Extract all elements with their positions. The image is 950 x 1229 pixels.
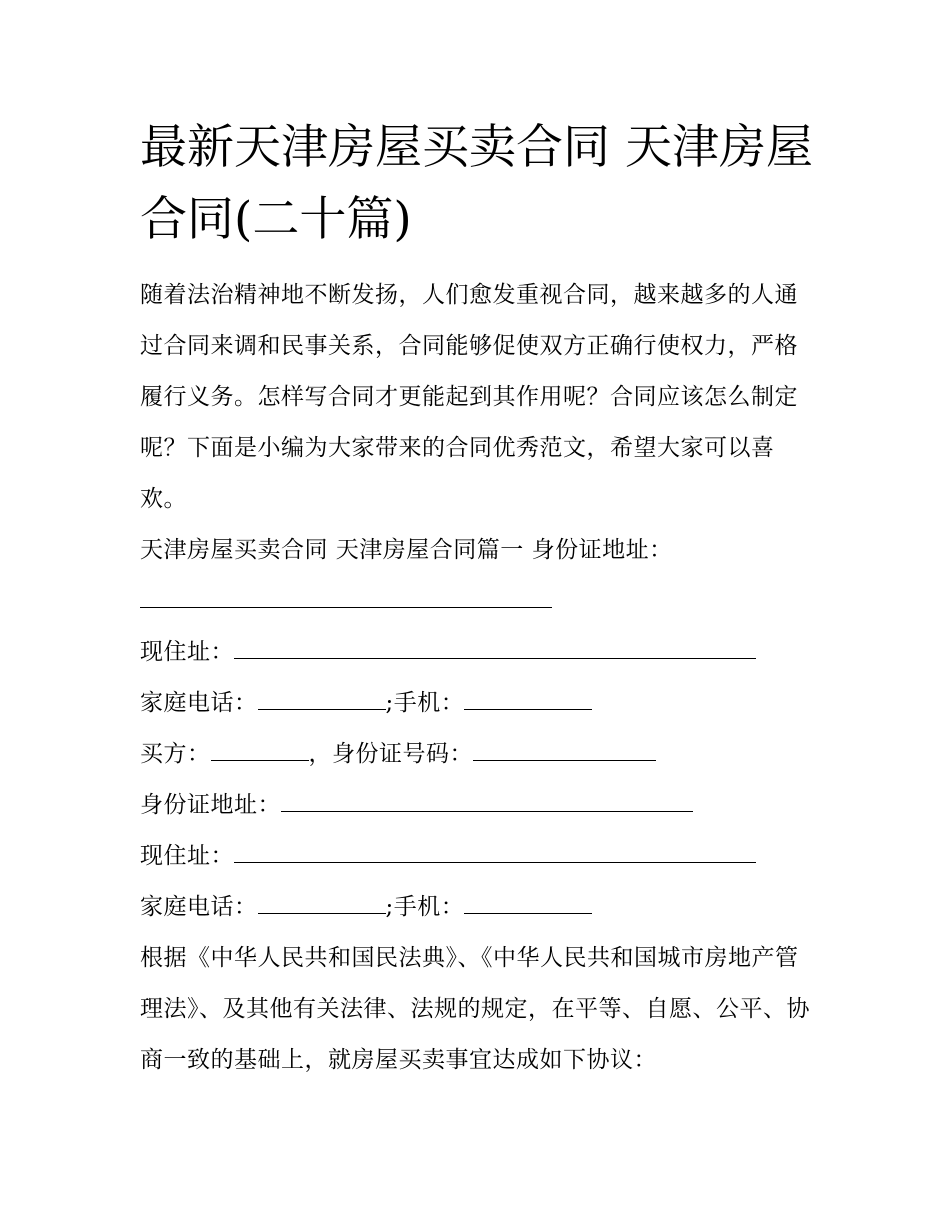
- buyer-name-blank[interactable]: [211, 742, 309, 761]
- seller-mobile-blank[interactable]: [464, 691, 592, 710]
- section-heading-text: 天津房屋买卖合同 天津房屋合同篇一 身份证地址：: [140, 537, 673, 563]
- buyer-current-address-blank[interactable]: [234, 844, 756, 863]
- mobile-label: ;手机：: [385, 690, 465, 716]
- section-heading: [140, 525, 820, 576]
- buyer-current-address-row: [140, 831, 820, 882]
- buyer-id-number-blank[interactable]: [473, 742, 656, 761]
- id-address-blank-row: [140, 576, 820, 627]
- id-number-label: ，身份证号码：: [308, 741, 473, 767]
- id-address-label: 身份证地址：: [140, 792, 281, 818]
- current-address-label: 现住址：: [140, 639, 234, 665]
- home-phone-label: 家庭电话：: [140, 690, 258, 716]
- seller-current-address-row: [140, 627, 820, 678]
- agreement-paragraph: 根据《中华人民共和国民法典》、《中华人民共和国城市房地产管理法》、及其他有关法律、法规的规定，在平等、自愿、公平、协商一致的基础上，就房屋买卖事宜达成如下协议：: [140, 945, 810, 1073]
- mobile-label: ;手机：: [385, 894, 465, 920]
- seller-home-phone-blank[interactable]: [258, 691, 386, 710]
- document-title: 最新天津房屋买卖合同 天津房屋合同(二十篇): [140, 120, 813, 247]
- seller-current-address-blank[interactable]: [234, 640, 756, 659]
- document-page: [140, 112, 820, 1086]
- home-phone-label: 家庭电话：: [140, 894, 258, 920]
- buyer-id-address-row: [140, 780, 820, 831]
- seller-phone-row: [140, 678, 820, 729]
- buyer-home-phone-blank[interactable]: [258, 895, 386, 914]
- current-address-label: 现住址：: [140, 843, 234, 869]
- intro-paragraph: 随着法治精神地不断发扬，人们愈发重视合同，越来越多的人通过合同来调和民事关系，合同能够促使双方正确行使权力，严格履行义务。怎样写合同才更能起到其作用呢？合同应该怎么制定呢？下面是小编为大家带来的合同优秀范文，希望大家可以喜欢。: [140, 282, 798, 512]
- buyer-id-address-blank[interactable]: [281, 793, 693, 812]
- buyer-phone-row: [140, 882, 820, 933]
- buyer-label: 买方：: [140, 741, 211, 767]
- buyer-mobile-blank[interactable]: [464, 895, 592, 914]
- seller-id-address-blank[interactable]: [140, 589, 552, 608]
- buyer-row: [140, 729, 820, 780]
